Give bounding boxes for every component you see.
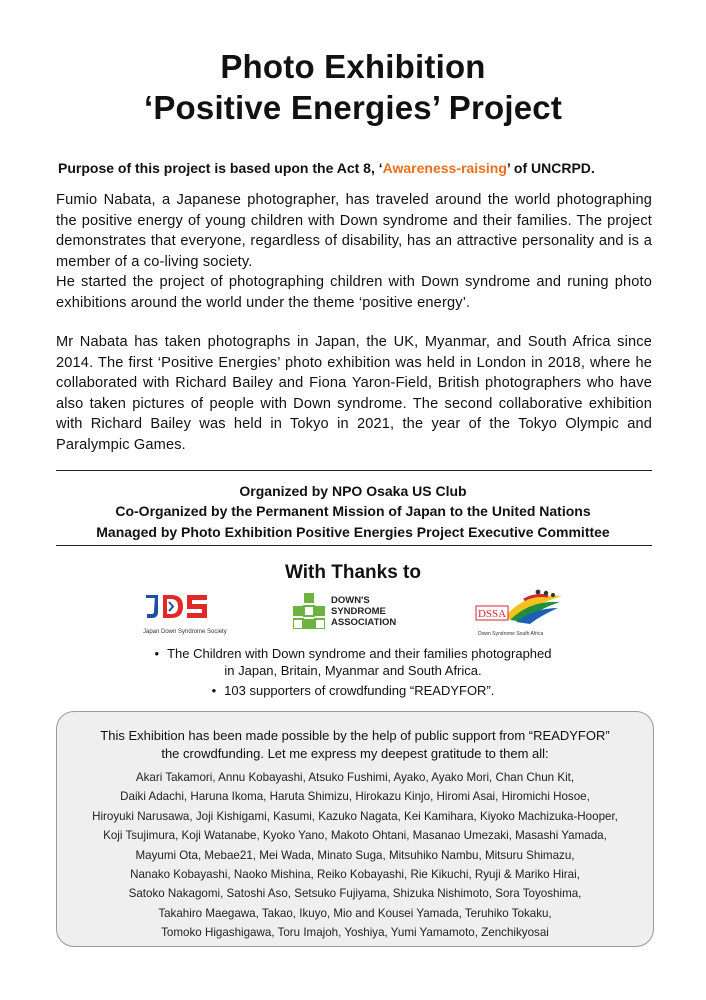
supporters-names-line: Mayumi Ota, Mebae21, Mei Wada, Minato Suga, Mitsuhiko Nambu, Mitsuru Shimazu,	[135, 848, 575, 862]
history-section	[56, 332, 652, 456]
supporters-box	[56, 711, 654, 947]
intro-paragraph: Fumio Nabata, a Japanese photographer, has traveled around the world photographing the positive energy of young children with Down syndrome and their families. The project demonstrates that everyone, regardless of disability, has an attractive personality and is a member of a co-living society.	[56, 192, 652, 270]
organized-by: Organized by NPO Osaka US Club	[239, 483, 467, 499]
supporters-names-line: Tomoko Higashigawa, Toru Imajoh, Yoshiya, Yumi Yamamoto, Zenchikyosai	[161, 926, 549, 940]
purpose-statement	[58, 159, 658, 177]
title-line-2: ‘Positive Energies’ Project	[143, 89, 563, 126]
thanks-bullet-supporters-text: 103 supporters of crowdfunding “READYFOR”.	[224, 683, 495, 698]
bullet-dot-icon: •	[211, 683, 217, 698]
divider-bottom	[56, 545, 652, 546]
managed-by: Managed by Photo Exhibition Positive Energies Project Executive Committee	[96, 523, 610, 540]
organizers-block	[0, 481, 706, 542]
intro-section	[56, 190, 652, 314]
supporters-names-line: Koji Tsujimura, Koji Watanabe, Kyoko Yano, Makoto Ohtani, Masanao Umezaki, Masashi Yamada,	[103, 829, 607, 843]
thanks-heading: With Thanks to	[285, 562, 421, 583]
thanks-bullet-supporters	[0, 682, 706, 699]
supporters-intro-line-1: This Exhibition has been made possible by the help of public support from “READYFOR”	[100, 728, 610, 743]
co-organized-by: Co-Organized by the Permanent Mission of Japan to the United Nations	[115, 503, 591, 520]
downs-syndrome-association-logo	[293, 593, 413, 631]
dssa-logo-mark	[474, 588, 566, 626]
dssa-logo	[474, 588, 566, 637]
dsa-logo-mark	[293, 593, 325, 629]
dsa-logo-line-2: SYNDROME	[331, 606, 386, 617]
jds-logo-caption: Japan Down Syndrome Society	[143, 629, 227, 635]
supporters-names-line: Satoko Nakagomi, Satoshi Aso, Setsuko Fujiyama, Shizuka Nishimoto, Sora Toyoshima,	[128, 887, 582, 901]
thanks-bullet-children-line-1: The Children with Down syndrome and their families photographed	[167, 646, 552, 661]
supporters-names-line: Daiki Adachi, Haruna Ikoma, Haruta Shimizu, Hirokazu Kinjo, Hiromi Asai, Hiromichi Hosoe,	[120, 790, 590, 804]
supporters-names-line: Nanako Kobayashi, Naoko Mishina, Reiko Kobayashi, Rie Kikuchi, Ryuji & Mariko Hirai,	[130, 868, 580, 882]
history-paragraph: Mr Nabata has taken photographs in Japan, the UK, Myanmar, and South Africa since 2014. The first ‘Positive Energies’ photo exhibition was held in London in 2018, where he collaborated with Richard Bailey and Fiona Yaron-Field, British photographers who have also taken pictures of people with Down syndrome. The second collaborative exhibition with Richard Bailey was held in Tokyo in 2021, the year of the Tokyo Olympic and Paralympic Games.	[56, 334, 652, 453]
intro-paragraph-2: He started the project of photographing children with Down syndrome and runing photo exhibitions around the world under the theme ‘positive energy’.	[56, 274, 652, 311]
dssa-logo-caption: Down Syndrome South Africa	[478, 631, 544, 637]
title-line-1: Photo Exhibition	[220, 48, 486, 85]
page-title	[0, 46, 706, 128]
thanks-bullet-children-line-2: in Japan, Britain, Myanmar and South Africa.	[224, 663, 482, 678]
divider-top	[56, 470, 652, 471]
dsa-logo-line-1: DOWN'S	[331, 595, 370, 606]
bullet-dot-icon: •	[154, 646, 160, 661]
purpose-text-after: ’ of UNCRPD.	[506, 160, 595, 176]
thanks-bullet-children	[0, 645, 706, 679]
supporters-names-line: Takahiro Maegawa, Takao, Ikuyo, Mio and Kousei Yamada, Teruhiko Tokaku,	[158, 906, 552, 920]
purpose-text-before: Purpose of this project is based upon the Act 8, ‘	[58, 160, 383, 176]
jds-logo-mark	[143, 592, 255, 622]
supporters-intro-line-2: the crowdfunding. Let me express my deepest gratitude to them all:	[161, 746, 549, 761]
supporters-names-line: Akari Takamori, Annu Kobayashi, Atsuko Fushimi, Ayako, Ayako Mori, Chan Chun Kit,	[135, 771, 575, 784]
supporters-names-line: Hiroyuki Narusawa, Joji Kishigami, Kasumi, Kazuko Nagata, Kei Kamihara, Kiyoko Machizuka-Hooper,	[92, 809, 618, 823]
supporters-box-intro	[57, 727, 653, 763]
supporters-names	[57, 768, 653, 943]
purpose-highlight: Awareness-raising	[382, 160, 507, 176]
jds-logo	[143, 592, 255, 635]
dsa-logo-text	[331, 595, 396, 628]
dssa-logo-mark-text: DSSA	[477, 608, 507, 620]
dsa-logo-line-3: ASSOCIATION	[331, 617, 397, 628]
